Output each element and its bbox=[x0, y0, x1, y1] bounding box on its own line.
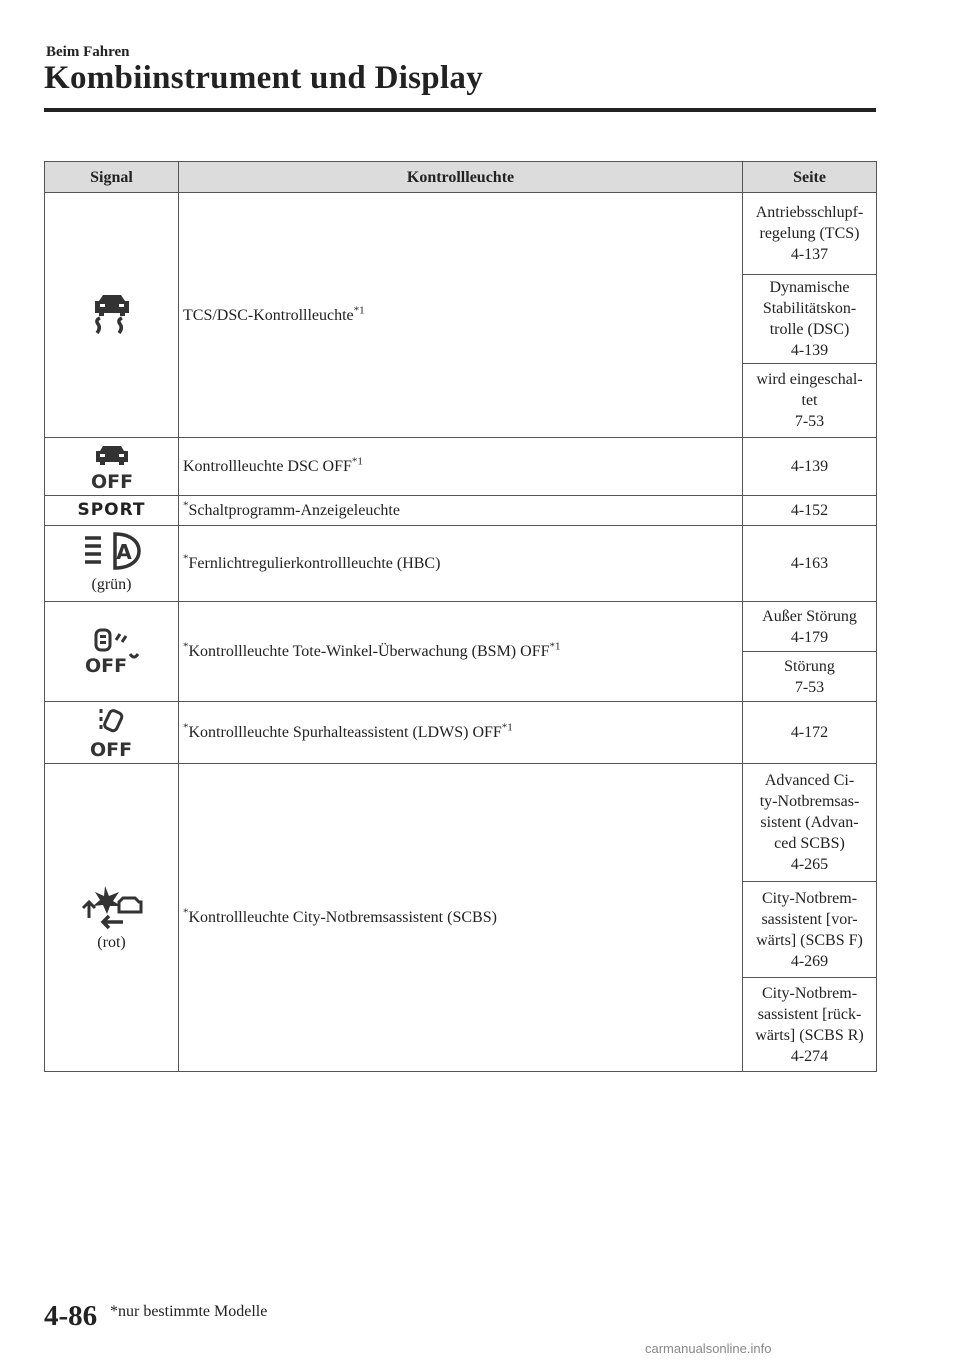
table-row bbox=[45, 702, 877, 764]
lamp-text: Kontrollleuchte City-Notbremsassistent (SCBS) bbox=[188, 909, 497, 926]
page-ref: 4-163 bbox=[790, 555, 829, 572]
page-ref: Störung 7-53 bbox=[784, 657, 835, 696]
table-row bbox=[45, 496, 877, 526]
table-row bbox=[45, 764, 877, 882]
watermark: carmanualsonline.info bbox=[645, 1341, 772, 1356]
lamp-text: Kontrollleuchte Tote-Winkel-Überwachung (BSM) OFF bbox=[188, 643, 550, 660]
footnote: *nur bestimmte Modelle bbox=[110, 1303, 268, 1320]
signal-cell bbox=[45, 438, 179, 496]
footnote-ref: *1 bbox=[549, 640, 561, 653]
page-cell bbox=[743, 275, 877, 364]
lamp-cell bbox=[179, 702, 743, 764]
header-signal: Signal bbox=[45, 162, 179, 193]
signal-cell bbox=[45, 193, 179, 438]
page-cell bbox=[743, 364, 877, 438]
header-page: Seite bbox=[743, 162, 877, 193]
lamp-cell bbox=[179, 193, 743, 438]
footnote-ref: *1 bbox=[501, 721, 513, 734]
optional-mark: * bbox=[183, 906, 189, 919]
footnote-ref: *1 bbox=[351, 455, 363, 468]
optional-mark: * bbox=[183, 640, 189, 653]
signal-cell bbox=[45, 602, 179, 702]
page-ref: 4-139 bbox=[790, 458, 829, 475]
table-row bbox=[45, 602, 877, 652]
footnote-ref: *1 bbox=[353, 304, 365, 317]
tcs-dsc-icon bbox=[87, 293, 137, 337]
icon-color-label: (rot) bbox=[97, 934, 126, 951]
page-cell bbox=[743, 764, 877, 882]
page-cell bbox=[743, 978, 877, 1072]
page-cell bbox=[743, 438, 877, 496]
lamp-cell bbox=[179, 764, 743, 1072]
optional-mark: * bbox=[183, 552, 189, 565]
signal-table bbox=[44, 161, 877, 1072]
lamp-text: Fernlichtregulierkontrollleuchte (HBC) bbox=[188, 555, 441, 572]
section-label: Beim Fahren bbox=[46, 44, 130, 60]
lamp-cell bbox=[179, 438, 743, 496]
bsm-off-icon bbox=[82, 628, 142, 676]
scbs-icon bbox=[79, 882, 145, 930]
page-cell bbox=[743, 652, 877, 702]
dsc-off-icon bbox=[86, 444, 138, 490]
optional-mark: * bbox=[183, 499, 189, 512]
svg-text:OFF: OFF bbox=[84, 654, 127, 676]
title-rule bbox=[44, 108, 876, 112]
table-row bbox=[45, 193, 877, 275]
svg-text:A: A bbox=[115, 540, 132, 564]
table-row bbox=[45, 526, 877, 602]
page-ref: Außer Störung 4-179 bbox=[762, 607, 857, 646]
page-ref: City-Notbrem- sassistent [vor- wärts] (SCBS F) 4-269 bbox=[756, 889, 863, 970]
lamp-text: TCS/DSC-Kontrollleuchte bbox=[183, 306, 354, 324]
hbc-icon bbox=[81, 532, 143, 572]
lamp-cell bbox=[179, 602, 743, 702]
icon-color-label: (grün) bbox=[91, 576, 132, 593]
header-lamp: Kontrollleuchte bbox=[179, 162, 743, 193]
lamp-text: Kontrollleuchte DSC OFF bbox=[183, 458, 352, 475]
lamp-cell bbox=[179, 526, 743, 602]
page-ref: wird eingeschal- tet 7-53 bbox=[756, 371, 863, 430]
page-ref: Advanced Ci- ty-Notbremsas- sistent (Advan- ced SCBS) 4-265 bbox=[759, 772, 860, 873]
sport-icon: SPORT bbox=[77, 500, 146, 520]
page-cell bbox=[743, 526, 877, 602]
page-cell bbox=[743, 496, 877, 526]
table-row bbox=[45, 438, 877, 496]
lamp-text: Kontrollleuchte Spurhalteassistent (LDWS) OFF bbox=[188, 724, 502, 741]
optional-mark: * bbox=[183, 721, 189, 734]
page-ref: 4-172 bbox=[790, 724, 829, 741]
page-ref: 4-152 bbox=[790, 502, 829, 519]
svg-text:OFF: OFF bbox=[90, 470, 133, 490]
signal-cell bbox=[45, 702, 179, 764]
page-number: 4-86 bbox=[44, 1300, 98, 1332]
page-ref: Antriebsschlupf- regelung (TCS) 4-137 bbox=[755, 204, 864, 263]
page-cell bbox=[743, 882, 877, 978]
ldws-off-icon bbox=[89, 707, 135, 759]
lamp-text: Schaltprogramm-Anzeigeleuchte bbox=[188, 502, 400, 519]
page-cell bbox=[743, 602, 877, 652]
page-title: Kombiinstrument und Display bbox=[44, 60, 484, 96]
page-ref: City-Notbrem- sassistent [rück- wärts] (SCBS R) 4-274 bbox=[755, 984, 864, 1065]
table-header-row bbox=[45, 162, 877, 193]
page-ref: Dynamische Stabilitätskon- trolle (DSC) 4-139 bbox=[762, 279, 857, 359]
lamp-cell bbox=[179, 496, 743, 526]
page-cell bbox=[743, 702, 877, 764]
page-cell bbox=[743, 193, 877, 275]
signal-cell bbox=[45, 496, 179, 526]
signal-cell bbox=[45, 764, 179, 1072]
svg-text:OFF: OFF bbox=[89, 738, 132, 759]
signal-cell bbox=[45, 526, 179, 602]
